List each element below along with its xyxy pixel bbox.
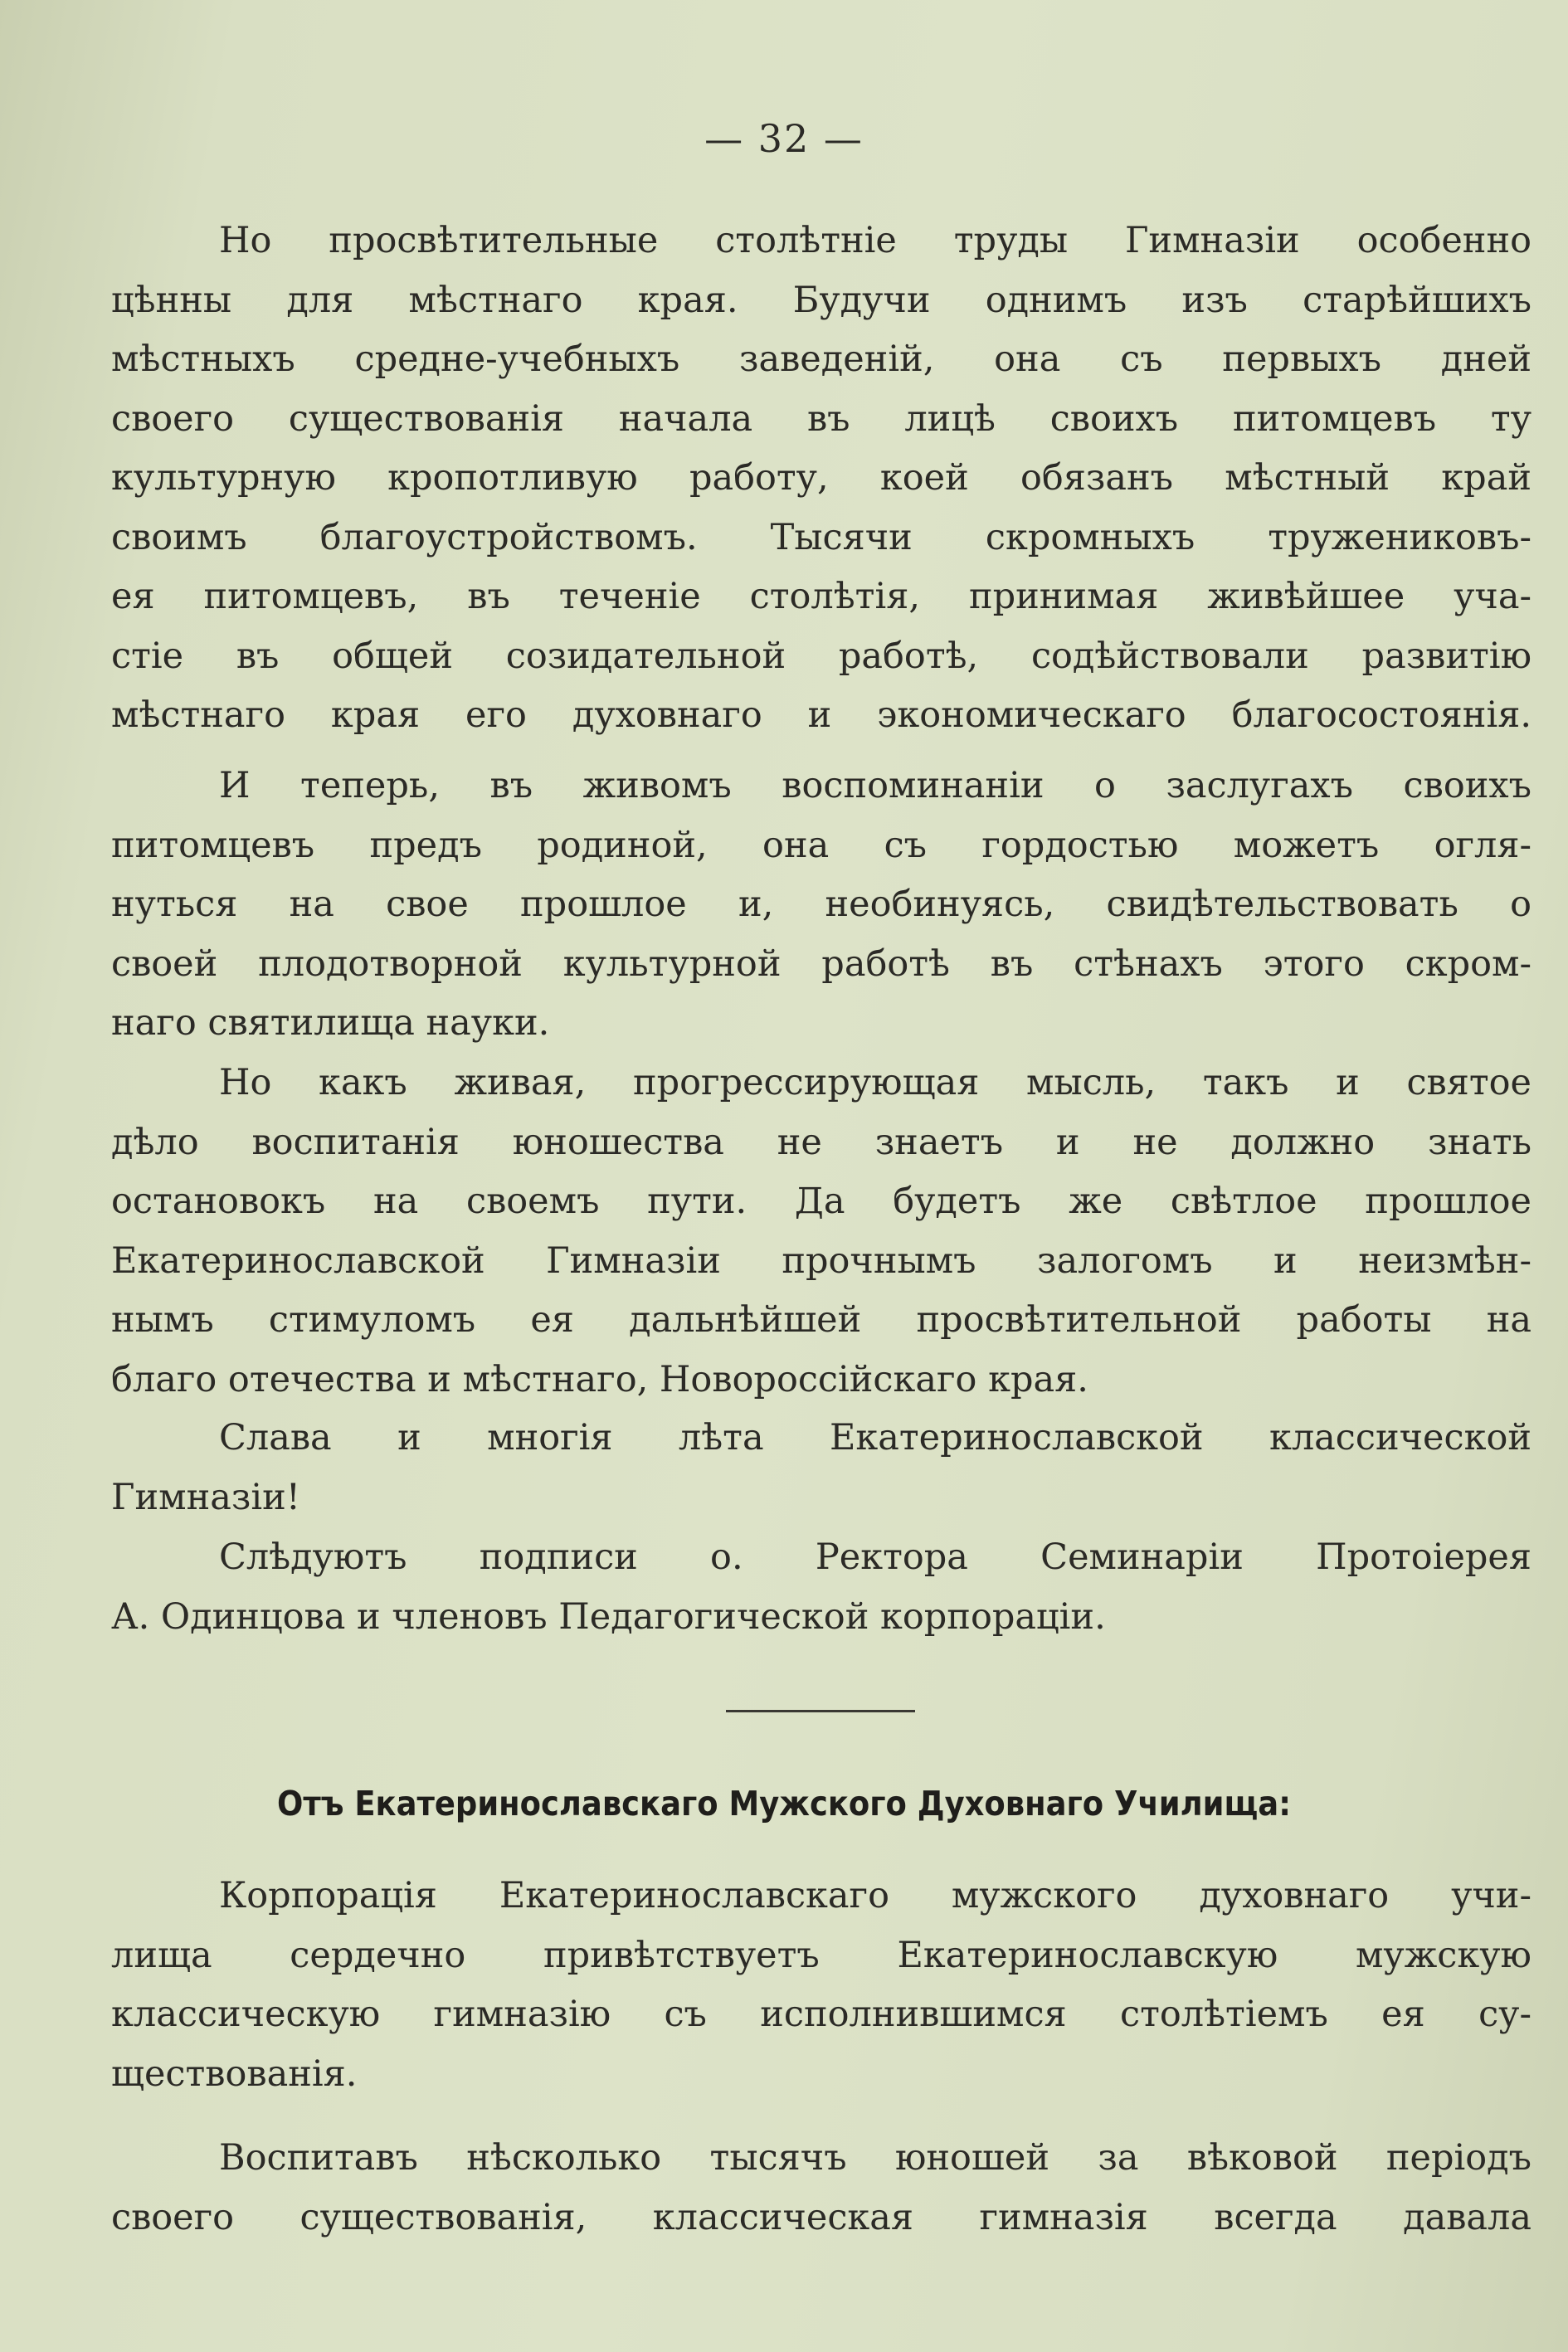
paragraph-7 (111, 2129, 1531, 2247)
paragraph-2 (111, 757, 1531, 1054)
paragraph-line: мѣстныхъ средне-учебныхъ заведеній, она съ первыхъ дней (111, 338, 1531, 380)
paragraph-line: Гимназіи! (111, 1476, 301, 1518)
paragraph-line: Но просвѣтительные столѣтніе труды Гимназіи особенно (219, 220, 1531, 261)
paragraph-line: своего существованія начала въ лицѣ своихъ питомцевъ ту (111, 397, 1531, 440)
paragraph-line: своего существованія, классическая гимназія всегда давала (111, 2196, 1531, 2238)
paragraph-4 (111, 1409, 1531, 1527)
paragraph-line: Но какъ живая, прогрессирующая мысль, такъ и святое (219, 1062, 1531, 1103)
paragraph-3 (111, 1054, 1531, 1410)
section-heading: Отъ Екатеринославскаго Мужского Духовнаго Училища: (277, 1784, 1291, 1824)
paragraph-line: остановокъ на своемъ пути. Да будетъ же свѣтлое прошлое (111, 1181, 1531, 1222)
paragraph-line: Воспитавъ нѣсколько тысячъ юношей за вѣковой періодъ (219, 2137, 1531, 2179)
paragraph-line: нуться на свое прошлое и, необинуясь, свидѣтельствовать о (111, 884, 1531, 925)
paragraph-line: Слава и многія лѣта Екатеринославской классической (219, 1417, 1531, 1458)
paragraph-6 (111, 1867, 1531, 2104)
paragraph-line: ея питомцевъ, въ теченіе столѣтія, принимая живѣйшее уча- (111, 576, 1531, 617)
paragraph-line: мѣстнаго края его духовнаго и экономическаго благосостоянія. (111, 694, 1531, 736)
paragraph-line: Слѣдуютъ подписи о. Ректора Семинаріи Протоіерея (219, 1536, 1531, 1578)
paragraph-line: А. Одинцова и членовъ Педагогической корпораціи. (111, 1595, 1106, 1638)
paragraph-line: питомцевъ предъ родиной, она съ гордостью можетъ огля- (111, 824, 1531, 866)
paragraph-line: классическую гимназію съ исполнившимся столѣтіемъ ея су- (111, 1994, 1531, 2035)
paragraph-line: нымъ стимуломъ ея дальнѣйшей просвѣтительной работы на (111, 1299, 1531, 1341)
paragraph-line: И теперь, въ живомъ воспоминаніи о заслугахъ своихъ (219, 765, 1531, 806)
page-number: — 32 — (704, 116, 864, 161)
paragraph-line: благо отечества и мѣстнаго, Новороссійскаго края. (111, 1358, 1088, 1400)
paragraph-line: лища сердечно привѣтствуетъ Екатеринославскую мужскую (111, 1934, 1531, 1976)
paragraph-line: дѣло воспитанія юношества не знаетъ и не должно знать (111, 1121, 1531, 1163)
section-divider (726, 1710, 915, 1712)
paragraph-line: Корпорація Екатеринославскаго мужского духовнаго учи- (219, 1875, 1531, 1916)
paragraph-line: своимъ благоустройствомъ. Тысячи скромныхъ тружениковъ- (111, 516, 1531, 558)
paragraph-1 (111, 212, 1531, 746)
paragraph-line: наго святилища науки. (111, 1002, 550, 1044)
paragraph-line: Екатеринославской Гимназіи прочнымъ залогомъ и неизмѣн- (111, 1239, 1531, 1282)
paragraph-line: стіе въ общей созидательной работѣ, содѣйствовали развитію (111, 635, 1531, 677)
paragraph-line: ществованія. (111, 2053, 358, 2095)
paragraph-5 (111, 1528, 1531, 1647)
paragraph-line: своей плодотворной культурной работѣ въ стѣнахъ этого скром- (111, 942, 1531, 985)
paragraph-line: цѣнны для мѣстнаго края. Будучи однимъ изъ старѣйшихъ (111, 279, 1531, 321)
paragraph-line: культурную кропотливую работу, коей обязанъ мѣстный край (111, 457, 1531, 499)
